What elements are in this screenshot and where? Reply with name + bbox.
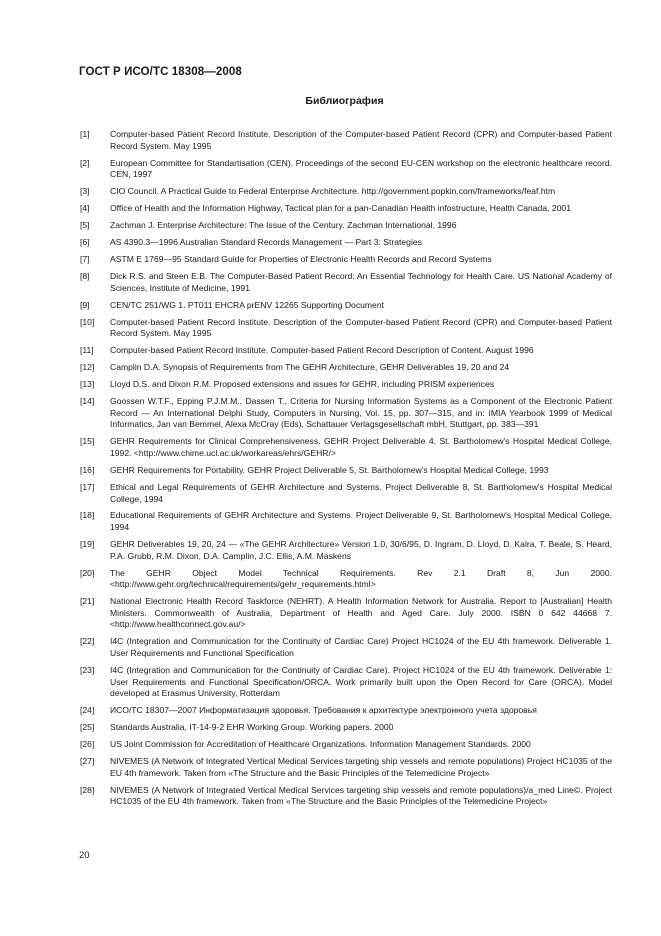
- reference-number: [23]: [80, 664, 95, 675]
- reference-text: Office of Health and the Information Highway, Tactical plan for a pan-Canadian Health infostructure, Health Canada, 2001: [110, 203, 571, 214]
- reference-number: [4]: [80, 203, 90, 214]
- reference-item: [80, 510, 612, 533]
- reference-number: [9]: [80, 299, 90, 310]
- reference-text: ASTM E 1769—95 Standard Guide for Properties of Electronic Health Records and Record Systems: [110, 254, 492, 265]
- reference-item: [80, 186, 612, 198]
- reference-number: [17]: [80, 481, 95, 492]
- reference-text: Goossen W.T.F., Epping P.J.M.M., Dassen T., Criteria for Nursing Information Systems as a Component of the Electronic Patient Record — An International Delphi Study, Computers in Nursing, Vol. 15, pp. 307—315, and in: IMIA Yearbook 1999 of Medical Informatics, Jan van Bemmel, Alexa McCray (Eds), Schattauer Verlagsgesellschaft mbH, Stuttgart, pp. 383—391: [110, 396, 612, 430]
- reference-text: I4C (Integration and Communication for the Continuity of Cardiac Care) Project HC1024 of the EU 4th framework. Deliverable 1. User Requirements and Functional Specification: [110, 636, 612, 658]
- reference-item: [80, 158, 612, 181]
- reference-text: National Electronic Health Record Taskforce (NEHRT). A Health Information Network for Australia. Report to [Australian] Health Ministers. Commonwealth of Australia, Department of Health and Aged Care. July 2000. ISBN 0 642 44668 7. <http://www.healthconnect.gov.au/>: [110, 596, 612, 630]
- reference-number: [5]: [80, 220, 90, 231]
- reference-number: [26]: [80, 739, 95, 750]
- reference-item: [80, 636, 612, 659]
- reference-item: [80, 220, 612, 232]
- reference-item: [80, 596, 612, 631]
- reference-number: [11]: [80, 345, 94, 356]
- reference-item: [80, 317, 612, 340]
- reference-number: [19]: [80, 539, 95, 550]
- reference-number: [28]: [80, 784, 95, 795]
- reference-text: Zachman J. Enterprise Architecture: The Issue of the Century. Zachman International, 1996: [110, 220, 457, 231]
- bibliography-title: Библиография: [305, 95, 384, 107]
- reference-item: [80, 665, 612, 700]
- reference-text: US Joint Commission for Accreditation of Healthcare Organizations. Information Management Standards. 2000: [110, 739, 531, 750]
- reference-list: [80, 129, 612, 813]
- reference-item: [80, 203, 612, 215]
- reference-item: [80, 237, 612, 249]
- reference-number: [16]: [80, 464, 95, 475]
- reference-item: [80, 705, 612, 717]
- reference-text: I4C (Integration and Communication for the Continuity of Cardiac Care). Project HC1024 of the EU 4th framework. Deliverable 1: User Requirements and Functional Specification/ORCA. Work primarily built upon the Open Record for Care (ORCA). Model developed at Erasmus University, Rotterdam: [110, 664, 612, 699]
- reference-text: Standards Australia, IT-14-9-2 EHR Working Group. Working papers. 2000: [110, 722, 394, 733]
- reference-number: [7]: [80, 254, 90, 265]
- reference-number: [14]: [80, 396, 95, 407]
- reference-number: [27]: [80, 756, 95, 767]
- reference-item: [80, 539, 612, 562]
- reference-text: Educational Requirements of GEHR Architecture and Systems. Project Deliverable 9, St. Bartholomew's Hospital Medical College, 1994: [110, 510, 612, 533]
- reference-text: NIVEMES (A Network of Integrated Vertical Medical Services targeting ship vessels and remote populations)/a_med Line©. Project HC1035 of the EU 4th framework. Taken from «The Structure and the Basic Principles of the Telemedicine Project»: [110, 784, 612, 807]
- reference-number: [10]: [80, 316, 95, 327]
- reference-text: CIO Council. A Practical Guide to Federal Enterprise Architecture. http://government.popkin.com/frameworks/feaf.htm: [110, 186, 556, 197]
- reference-item: [80, 254, 612, 266]
- reference-text: AS 4390.3—1996 Australian Standard Records Management — Part 3: Strategies: [110, 237, 422, 248]
- reference-text: Computer-based Patient Record Institute. Description of the Computer-based Patient Record (CPR) and Computer-based Patient Record System. May 1995: [110, 129, 612, 151]
- reference-number: [3]: [80, 186, 90, 197]
- reference-number: [22]: [80, 636, 95, 647]
- reference-item: [80, 482, 612, 505]
- reference-number: [25]: [80, 722, 95, 733]
- reference-text: Computer-based Patient Record Institute. Description of the Computer-based Patient Record (CPR) and Computer-based Patient Record System. May 1995: [110, 316, 612, 339]
- reference-item: [80, 739, 612, 751]
- reference-item: [80, 436, 612, 459]
- reference-text: Camplin D.A. Synopsis of Requirements from The GEHR Architecture, GEHR Deliverables 19, 20 and 24: [110, 362, 510, 373]
- reference-text: Dick R.S. and Steen E.B. The Computer-Based Patient Record: An Essential Technology for Health Care. US National Academy of Sciences, Institute of Medicine, 1991: [110, 271, 612, 293]
- reference-number: [1]: [80, 129, 90, 139]
- reference-text: GEHR Deliverables 19, 20, 24 — «The GEHR Architecture» Version 1.0, 30/6/95, D. Ingram, D. Lloyd, D. Kalra, T. Beale, S. Heard, P.A. Grubb, R.M. Dixon, D.A. Camplin, J.C. Ellis, A.M. Maskens: [110, 539, 612, 561]
- reference-number: [13]: [80, 379, 95, 390]
- reference-number: [20]: [80, 567, 95, 578]
- reference-text: Ethical and Legal Requirements of GEHR Architecture and Systems. Project Deliverable 8, St. Bartholomew's Hospital Medical College, 1994: [110, 481, 612, 504]
- reference-text: European Committee for Standartisation (CEN). Proceedings of the second EU-CEN workshop on the electronic healthcare record. CEN, 1997: [110, 157, 612, 180]
- page-number: 20: [79, 850, 90, 861]
- reference-number: [15]: [80, 436, 95, 447]
- reference-item: [80, 379, 612, 391]
- reference-number: [12]: [80, 362, 95, 373]
- reference-item: [80, 785, 612, 808]
- reference-item: [80, 129, 612, 152]
- reference-text: GEHR Requirements for Portability. GEHR Project Deliverable 5, St. Bartholomew's Hospital Medical College, 1993: [110, 464, 549, 475]
- reference-number: [8]: [80, 271, 90, 282]
- document-header: ГОСТ Р ИСО/ТС 18308—2008: [79, 66, 242, 78]
- reference-text: CEN/TC 251/WG 1. PT011 EHCRA prENV 12265 Supporting Document: [110, 299, 385, 310]
- reference-text: ИСО/ТС 18307—2007 Информатизация здоровья. Требования к архитектуре электронного учета здоровья: [110, 705, 537, 716]
- reference-item: [80, 300, 612, 312]
- reference-text: The GEHR Object Model Technical Requirements. Rev 2.1 Draft 8, Jun 2000. <http://www.gehr.org/technical/requirements/gehr_requirements.html>: [110, 567, 612, 590]
- reference-item: [80, 465, 612, 477]
- reference-number: [6]: [80, 237, 90, 248]
- reference-item: [80, 722, 612, 734]
- reference-item: [80, 568, 612, 591]
- reference-number: [21]: [80, 596, 95, 607]
- reference-number: [24]: [80, 705, 95, 716]
- reference-number: [2]: [80, 157, 90, 168]
- reference-item: [80, 362, 612, 374]
- reference-text: Computer-based Patient Record Institute. Computer-based Patient Record Description of Content. August 1996: [110, 345, 534, 356]
- reference-number: [18]: [80, 510, 95, 521]
- reference-item: [80, 756, 612, 779]
- reference-text: GEHR Requirements for Clinical Comprehensiveness. GEHR Project Deliverable 4, St. Bartholomew's Hospital Medical College, 1992. <http://www.chime.ucl.ac.uk/workareas/ehrs/GEHR/>: [110, 436, 612, 458]
- reference-item: [80, 271, 612, 294]
- reference-item: [80, 396, 612, 431]
- reference-text: Lloyd D.S. and Dixon R.M. Proposed extensions and issues for GEHR, including PRISM experiences: [110, 379, 495, 390]
- reference-item: [80, 345, 612, 357]
- reference-text: NIVEMES (A Network of Integrated Vertical Medical Services targeting ship vessels and remote populations) Project HC1035 of the EU 4th framework. Taken from «The Structure and the Basic Principles of the Telemedicine Project»: [110, 756, 612, 778]
